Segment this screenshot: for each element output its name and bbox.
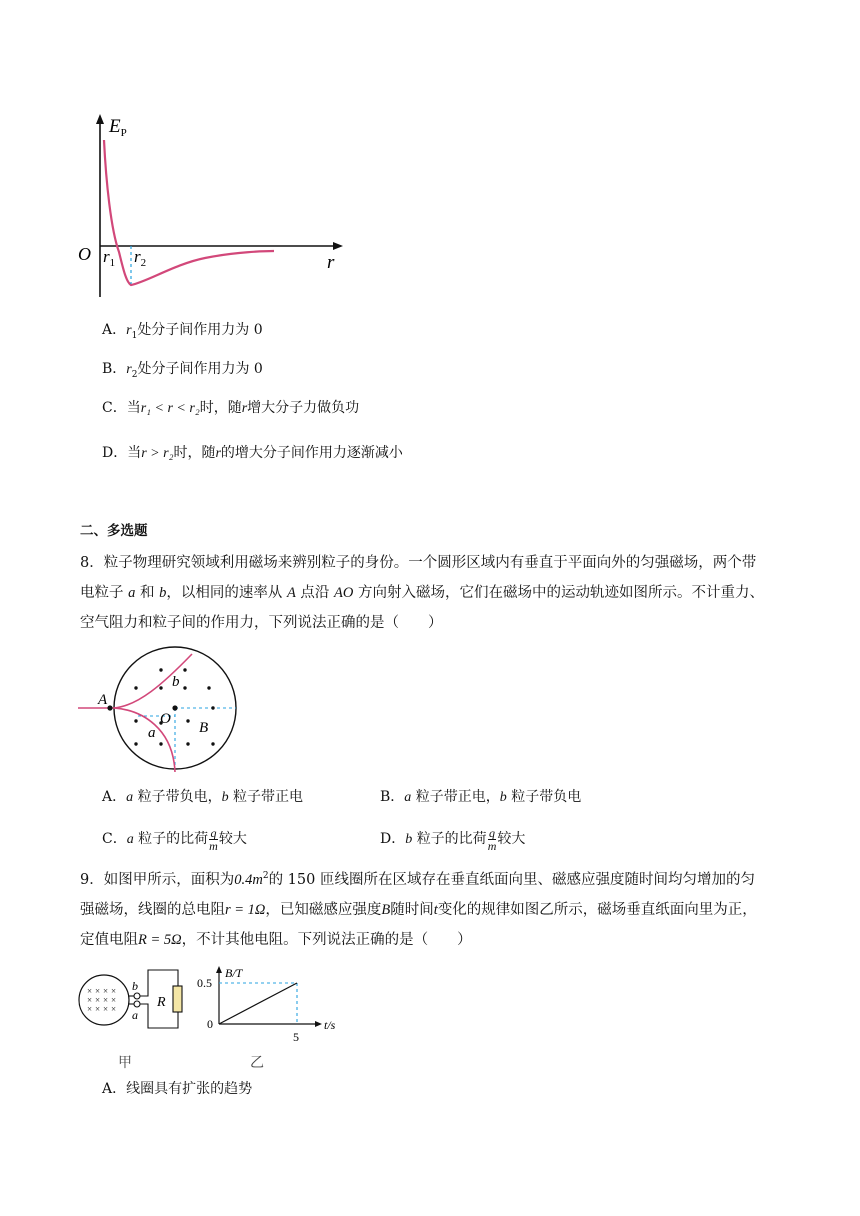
svg-text:×: × xyxy=(87,995,93,1005)
bt-origin: 0 xyxy=(207,1017,213,1031)
q8-option-d: D．b 粒子的比荷 $\frac{q}{m}$ 较大 xyxy=(380,825,526,853)
section-title: 二、多选题 xyxy=(80,523,148,539)
ep-y-arrow xyxy=(96,114,104,124)
svg-text:×: × xyxy=(111,995,117,1005)
svg-text:×: × xyxy=(87,986,93,996)
caption-yi: 乙 xyxy=(250,1055,264,1071)
label-b-terminal: b xyxy=(132,979,138,993)
resistor-R xyxy=(173,986,182,1012)
ep-r2-label: $r_2$ xyxy=(134,247,147,269)
label-O: O xyxy=(160,711,171,727)
svg-text:×: × xyxy=(103,995,109,1005)
q8-line2: 电粒子 a 和 b，以相同的速率从 A 点沿 AO 方向射入磁场，它们在磁场中的运动轨迹如图所示。不计重力、 xyxy=(80,585,764,601)
q9-line2: 强磁场，线圈的总电阻r = 1Ω，已知磁感应强度B随时间t变化的规律如图乙所示，磁场垂直纸面向里为正， xyxy=(80,901,757,918)
q9-line3: 定值电阻R = 5Ω，不计其他电阻。下列说法正确的是（ ） xyxy=(80,931,472,948)
fraction-q-over-m: $\frac{q}{m}$ xyxy=(209,825,218,853)
bt-x-tick: 5 xyxy=(293,1030,299,1044)
q8-option-c: C．a 粒子的比荷 $\frac{q}{m}$ 较大 xyxy=(102,825,247,853)
q9-stem xyxy=(80,861,800,955)
q9-option-a: A．线圈具有扩张的趋势 xyxy=(102,1081,253,1097)
q8-option-b: B．a 粒子带正电，b 粒子带负电 xyxy=(380,789,582,805)
caption-jia: 甲 xyxy=(118,1055,132,1071)
point-O-dot xyxy=(172,705,177,710)
ep-r1-label: $r_1$ xyxy=(103,247,116,269)
svg-text:×: × xyxy=(103,1004,109,1014)
q9-figure-jia xyxy=(76,966,191,1046)
svg-text:×: × xyxy=(111,986,117,996)
svg-text:×: × xyxy=(95,1004,101,1014)
ep-curve xyxy=(104,140,274,285)
q7-option-c: C．当r₁ < r < r₂时，随r增大分子力做负功 xyxy=(102,400,360,416)
label-b: b xyxy=(172,674,180,690)
ep-graph xyxy=(75,112,350,302)
q8-stem xyxy=(80,548,780,638)
label-a: a xyxy=(148,725,156,741)
q7-option-a: A．$r_1$处分子间作用力为 0 xyxy=(102,322,263,341)
trajectory-b xyxy=(114,654,192,708)
label-A: A xyxy=(98,692,108,708)
label-a-terminal: a xyxy=(132,1008,138,1022)
coil-crosses xyxy=(87,986,116,1014)
q8-line1: 8．粒子物理研究领域利用磁场来辨别粒子的身份。一个圆形区域内有垂直于平面向外的匀强磁场，两个带 xyxy=(80,555,757,571)
ep-x-label: r xyxy=(327,252,335,273)
ep-origin-label: O xyxy=(78,244,91,264)
q8-option-a: A．a 粒子带负电，b 粒子带正电 xyxy=(102,789,304,805)
fraction-q-over-m: $\frac{q}{m}$ xyxy=(487,825,497,853)
q7-option-b: B．$r_2$处分子间作用力为 0 xyxy=(102,361,263,380)
svg-text:×: × xyxy=(95,986,101,996)
q9-figure-yi-bt-graph xyxy=(195,966,345,1046)
label-R: R xyxy=(157,995,166,1010)
terminal-b xyxy=(134,993,140,999)
q8-line3: 空气阻力和粒子间的作用力，下列说法正确的是（ ） xyxy=(80,615,443,631)
svg-text:×: × xyxy=(111,1004,117,1014)
svg-text:×: × xyxy=(95,995,101,1005)
q9-line1: 9．如图甲所示，面积为$0.4m^2$的 150 匝线圈所在区域存在垂直纸面向里、磁感应强度随时间均匀增加的匀 xyxy=(80,871,755,888)
q8-magnetic-field-figure xyxy=(78,644,243,779)
bt-y-tick: 0.5 xyxy=(197,976,212,990)
ep-x-arrow xyxy=(333,242,343,250)
ep-y-label: $E_P$ xyxy=(109,116,127,139)
bt-y-label: B/T xyxy=(225,966,243,980)
bt-x-label: t/s xyxy=(324,1018,336,1032)
q7-option-d: D．当r > r₂时，随r的增大分子间作用力逐渐减小 xyxy=(102,445,403,461)
bt-data-line xyxy=(219,983,297,1024)
terminal-a xyxy=(134,1001,140,1007)
svg-text:×: × xyxy=(87,1004,93,1014)
point-A-dot xyxy=(107,705,112,710)
svg-text:×: × xyxy=(103,986,109,996)
label-B: B xyxy=(199,720,209,736)
